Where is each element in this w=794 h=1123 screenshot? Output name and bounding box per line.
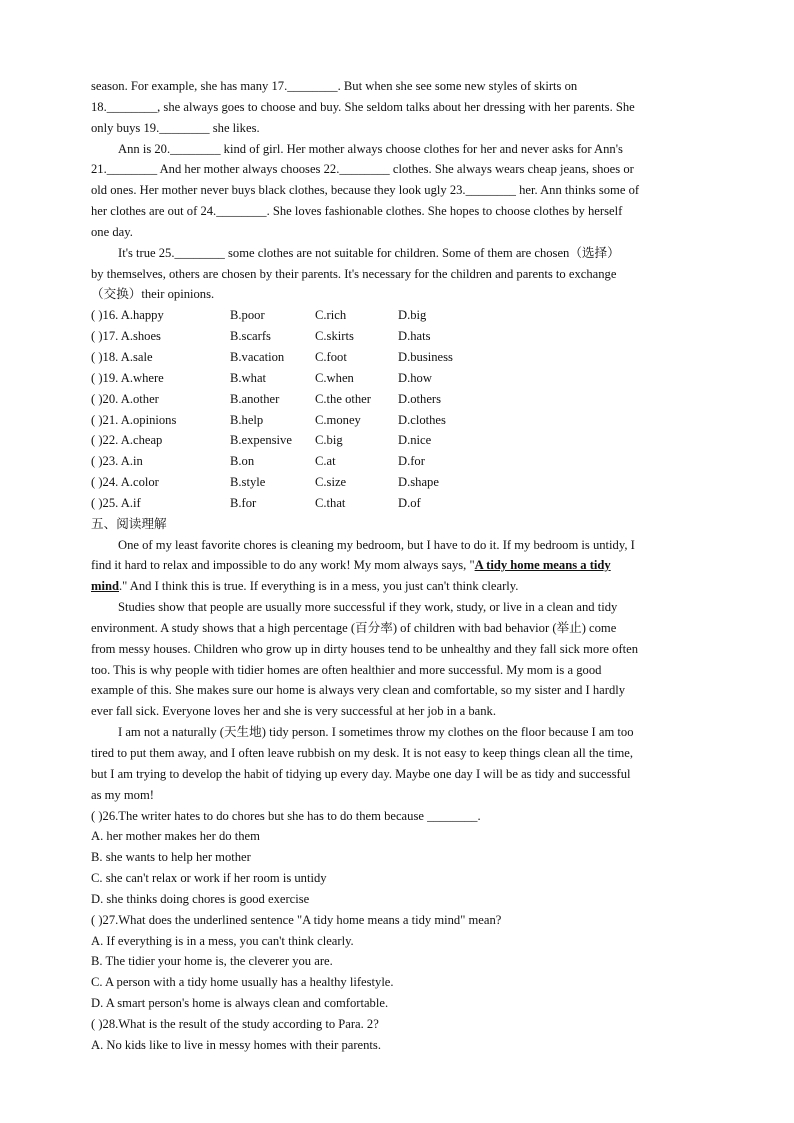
passage-line: too. This is why people with tidier homes are often healthier and more successful. My mom is a good: [91, 662, 602, 677]
passage-text: find it hard to relax and impossible to do any work! My mom always says, ": [91, 558, 475, 573]
option-b: B.help: [230, 412, 264, 427]
passage-line: Studies show that people are usually more successful if they work, study, or live in a clean and tidy: [118, 600, 618, 615]
question-number: ( )24. A.color: [91, 475, 159, 490]
answer-option: D. A smart person's home is always clean and comfortable.: [91, 996, 389, 1011]
option-c: C.the other: [315, 391, 371, 406]
answer-option: A. No kids like to live in messy homes with their parents.: [91, 1037, 381, 1052]
passage-line: It's true 25.________ some clothes are not suitable for children. Some of them are chosen（选择）: [118, 245, 620, 260]
question-27: [91, 910, 703, 1014]
option-b: B.expensive: [230, 433, 292, 448]
underlined-sentence: A tidy home means a tidy: [474, 558, 611, 573]
option-c: C.size: [315, 475, 347, 490]
question-stem: ( )27.What does the underlined sentence "A tidy home means a tidy mind" mean?: [91, 912, 502, 927]
option-d: D.for: [398, 454, 425, 469]
passage-line: tired to put them away, and I often leave rubbish on my desk. It is not easy to keep things clean all the time,: [91, 746, 633, 760]
passage-line: 21.________ And her mother always chooses 22.________ clothes. She always wears cheap jeans, shoes or: [91, 162, 634, 177]
question-number: ( )21. A.opinions: [91, 412, 177, 427]
question-number: ( )22. A.cheap: [91, 433, 163, 448]
answer-option: B. The tidier your home is, the cleverer you are.: [91, 954, 333, 969]
option-c: C.when: [315, 370, 354, 385]
passage-line: her clothes are out of 24.________. She loves fashionable clothes. She hopes to choose clothes by herself: [91, 204, 623, 219]
option-b: B.scarfs: [230, 329, 271, 344]
question-stem: ( )26.The writer hates to do chores but she has to do them because ________.: [91, 808, 481, 823]
cloze-options: [91, 305, 703, 513]
option-c: C.foot: [315, 349, 347, 364]
passage-line: Ann is 20.________ kind of girl. Her mother always choose clothes for her and never asks for Ann's: [118, 141, 623, 156]
option-row: [91, 410, 703, 431]
passage-line: （交换）their opinions.: [91, 287, 215, 302]
option-b: B.for: [230, 495, 257, 510]
option-row: [91, 389, 703, 410]
question-number: ( )18. A.sale: [91, 349, 153, 364]
option-row: [91, 493, 703, 514]
answer-option: A. her mother makes her do them: [91, 829, 260, 844]
option-b: B.vacation: [230, 349, 285, 364]
option-c: C.big: [315, 433, 343, 448]
passage-line: as my mom!: [91, 787, 154, 802]
passage-line: but I am trying to develop the habit of tidying up every day. Maybe one day I will be as tidy and successful: [91, 766, 631, 781]
option-b: B.what: [230, 370, 267, 385]
cloze-passage: [91, 76, 703, 305]
passage-line: by themselves, others are chosen by their parents. It's necessary for the children and parents to exchange: [91, 266, 617, 281]
passage-line: one day.: [91, 224, 133, 239]
option-b: B.style: [230, 475, 266, 490]
reading-passage: [91, 535, 703, 806]
question-number: ( )23. A.in: [91, 454, 143, 469]
question-number: ( )17. A.shoes: [91, 329, 161, 344]
question-stem: ( )28.What is the result of the study according to Para. 2?: [91, 1016, 379, 1031]
answer-option: B. she wants to help her mother: [91, 850, 251, 865]
option-d: D.business: [398, 349, 453, 364]
option-row: [91, 347, 703, 368]
option-row: [91, 451, 703, 472]
option-row: [91, 430, 703, 451]
option-d: D.hats: [398, 329, 431, 344]
passage-line: 18.________, she always goes to choose and buy. She seldom talks about her dressing with her parents. She: [91, 99, 635, 114]
option-row: [91, 326, 703, 347]
question-26: [91, 806, 703, 910]
passage-line: I am not a naturally (天生地) tidy person. I sometimes throw my clothes on the floor because I am too: [118, 725, 634, 740]
exam-page: [91, 76, 703, 1056]
option-d: D.how: [398, 370, 432, 385]
passage-line: [91, 576, 703, 597]
option-d: D.nice: [398, 433, 432, 448]
option-c: C.at: [315, 454, 336, 469]
question-number: ( )16. A.happy: [91, 308, 164, 323]
option-b: B.on: [230, 454, 255, 469]
passage-line: [91, 555, 703, 576]
answer-option: D. she thinks doing chores is good exercise: [91, 891, 310, 906]
passage-text: ." And I think this is true. If everything is in a mess, you just can't think clearly.: [119, 579, 519, 594]
passage-line: One of my least favorite chores is cleaning my bedroom, but I have to do it. If my bedroom is untidy, I: [118, 537, 635, 552]
question-28: [91, 1014, 703, 1056]
question-number: ( )20. A.other: [91, 391, 159, 406]
answer-option: A. If everything is in a mess, you can't think clearly.: [91, 933, 354, 948]
passage-line: old ones. Her mother never buys black clothes, because they look ugly 23.________ her. Ann thinks some of: [91, 183, 640, 198]
section-heading: 五、阅读理解: [91, 516, 167, 531]
option-c: C.skirts: [315, 329, 354, 344]
option-d: D.of: [398, 495, 421, 510]
option-row: [91, 368, 703, 389]
option-c: C.that: [315, 495, 346, 510]
question-number: ( )19. A.where: [91, 370, 164, 385]
passage-line: example of this. She makes sure our home is always very clean and comfortable, so my sister and I hardly: [91, 683, 626, 698]
option-b: B.poor: [230, 308, 265, 323]
question-number: ( )25. A.if: [91, 495, 141, 510]
answer-option: C. A person with a tidy home usually has a healthy lifestyle.: [91, 975, 394, 990]
option-d: D.shape: [398, 475, 439, 490]
option-d: D.big: [398, 308, 427, 323]
passage-line: environment. A study shows that a high percentage (百分率) of children with bad behavior (举止) come: [91, 620, 617, 635]
passage-line: only buys 19.________ she likes.: [91, 120, 260, 135]
passage-line: from messy houses. Children who grow up in dirty houses tend to be unhealthy and they fall sick more often: [91, 641, 639, 656]
option-d: D.others: [398, 391, 442, 406]
option-d: D.clothes: [398, 412, 446, 427]
option-row: [91, 305, 703, 326]
option-c: C.rich: [315, 308, 347, 323]
option-b: B.another: [230, 391, 280, 406]
option-row: [91, 472, 703, 493]
underlined-sentence-end: mind: [91, 579, 119, 594]
passage-line: season. For example, she has many 17.________. But when she see some new styles of skirts on: [91, 79, 578, 93]
answer-option: C. she can't relax or work if her room is untidy: [91, 871, 327, 886]
option-c: C.money: [315, 412, 361, 427]
passage-line: ever fall sick. Everyone loves her and she is very successful at her job in a bank.: [91, 704, 496, 719]
